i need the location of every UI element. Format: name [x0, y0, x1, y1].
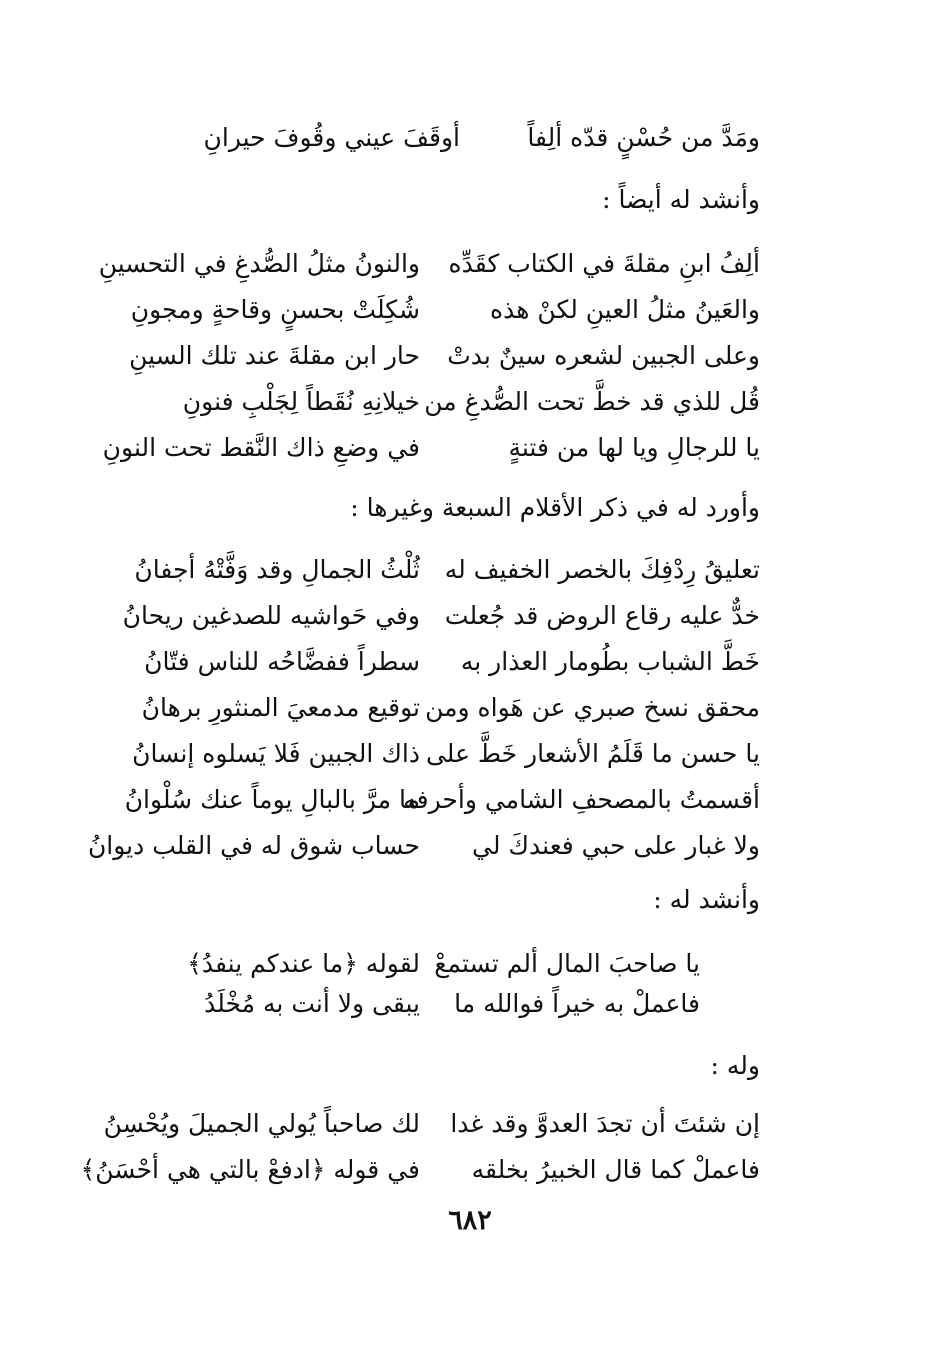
section-heading-4: وله :: [710, 1051, 760, 1080]
poem3-verse-2-left: يبقى ولا أنت به مُخْلَدُ: [204, 989, 420, 1018]
poem4-verse-2-left: في قوله ﴿ادفعْ بالتي هي أحْسَنُ﴾: [80, 1155, 420, 1184]
poem2-verse-2-right: خدٌّ عليه رقاع الروض قد جُعلت: [444, 601, 760, 630]
poem2-verse-7-right: ولا غبار على حبي فعندكَ لي: [472, 831, 760, 860]
page-number: ٦٨٢: [448, 1205, 492, 1236]
top-verse-first-hemistich: ومَدَّ من حُسْنٍ قدّه ألِفاً: [527, 123, 760, 152]
top-verse-second-hemistich: أوقَفَ عيني وقُوفَ حيرانِ: [203, 123, 460, 152]
poem2-verse-5-right: يا حسن ما قَلَمُ الأشعار خَطَّ على: [425, 739, 760, 768]
poem1-verse-3-left: حار ابن مقلةَ عند تلك السينِ: [129, 341, 420, 370]
poem3-verse-2-right: فاعملْ به خيراً فوالله ما: [454, 989, 700, 1018]
poem4-verse-1-left: لك صاحباً يُولي الجميلَ ويُحْسِنُ: [103, 1109, 420, 1138]
section-heading-2: وأورد له في ذكر الأقلام السبعة وغيرها :: [350, 493, 760, 522]
poem2-verse-1-right: تعليقُ رِدْفِكَ بالخصر الخفيف له: [444, 555, 760, 584]
poem2-verse-1-left: ثُلْثُ الجمالِ وقد وَفَّتْهُ أجفانُ: [134, 555, 420, 584]
poem2-verse-2-left: وفي حَواشيه للصدغين ريحانُ: [122, 601, 420, 630]
poem2-verse-7-left: حساب شوق له في القلب ديوانُ: [87, 831, 420, 860]
poem4-verse-2-right: فاعملْ كما قال الخبيرُ بخلقه: [471, 1155, 760, 1184]
poem4-verse-1-right: إن شئتَ أن تجدَ العدوَّ وقد غدا: [450, 1109, 760, 1138]
poem3-verse-1-left: لقوله ﴿ما عندكم ينفدُ﴾: [187, 949, 420, 978]
poem2-verse-3-left: سطراً ففضَّاحُه للناس فتّانُ: [144, 647, 420, 676]
poem1-verse-4-right: قُل للذي قد خطَّ تحت الصُّدغِ من: [424, 387, 760, 416]
poem1-verse-2-right: والعَينُ مثلُ العينِ لكنْ هذه: [490, 295, 760, 324]
poem1-verse-3-right: وعلى الجبين لشعره سينٌ بدتْ: [447, 341, 760, 370]
section-heading-1: وأنشد له أيضاً :: [602, 185, 760, 214]
poem1-verse-1-right: ألِفُ ابنِ مقلةَ في الكتاب كقَدِّه: [448, 249, 760, 278]
poem1-verse-5-left: في وضعِ ذاك النَّقط تحت النونِ: [102, 433, 420, 462]
poem2-verse-4-right: محقق نسخ صبري عن هَواه ومن: [425, 693, 760, 722]
poem2-verse-6-right: أقسمتُ بالمصحفِ الشامي وأحرفه: [403, 785, 760, 814]
poem1-verse-5-right: يا للرجالِ ويا لها من فتنةٍ: [508, 433, 760, 462]
poem1-verse-1-left: والنونُ مثلُ الصُّدغِ في التحسينِ: [98, 249, 420, 278]
poem2-verse-4-left: توقيع مدمعيَ المنثورِ برهانُ: [141, 693, 420, 722]
poem2-verse-6-left: ما مرَّ بالبالِ يوماً عنك سُلْوانُ: [124, 785, 420, 814]
poem1-verse-4-left: خيلانِهِ نُقَطاً لِجَلْبِ فنونِ: [182, 387, 420, 416]
poem1-verse-2-left: شُكِلَتْ بحسنٍ وقاحةٍ ومجونِ: [130, 295, 420, 324]
poem2-verse-3-right: خَطَّ الشباب بطُومار العذار به: [460, 647, 760, 676]
section-heading-3: وأنشد له :: [653, 885, 760, 914]
poem2-verse-5-left: ذاك الجبين فَلا يَسلوه إنسانُ: [132, 739, 420, 768]
poem3-verse-1-right: يا صاحبَ المال ألم تستمعْ: [434, 949, 700, 978]
